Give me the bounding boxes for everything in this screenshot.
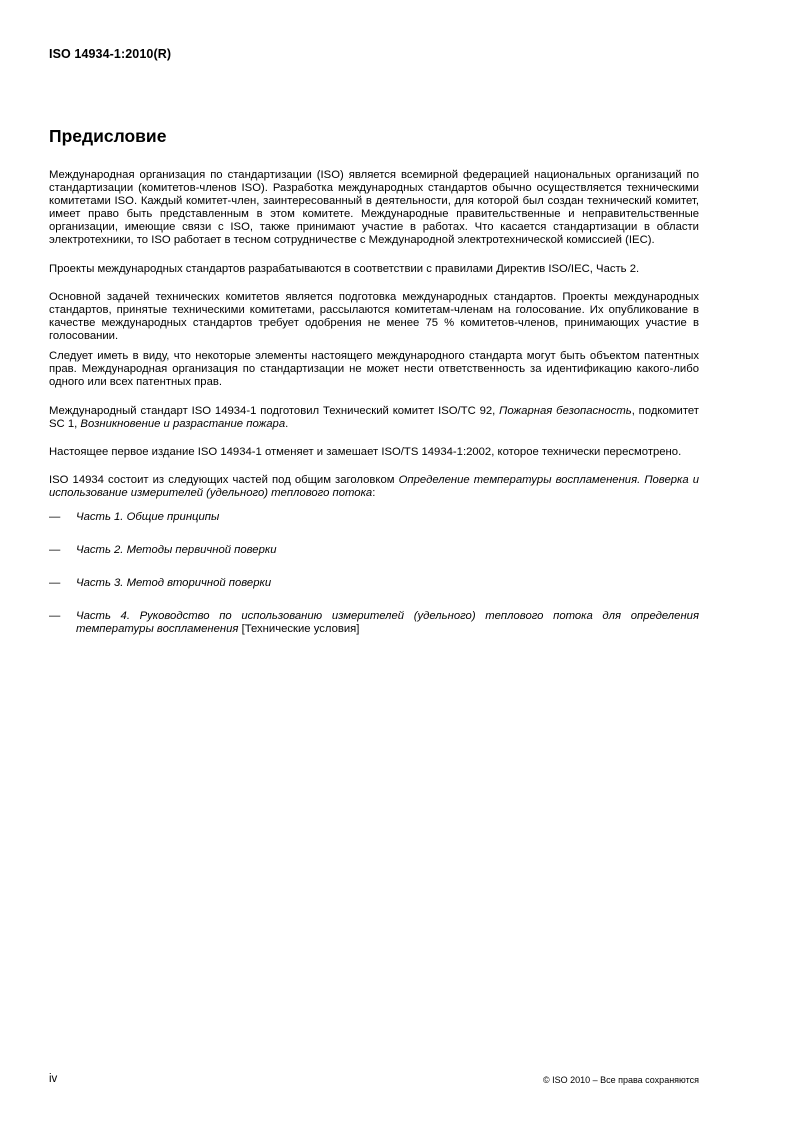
list-dash: — xyxy=(49,544,61,556)
paragraph-edition: Настоящее первое издание ISO 14934-1 отменяет и замешает ISO/TS 14934-1:2002, которое технически пересмотрено. xyxy=(49,446,682,458)
list-item-part-4 xyxy=(49,610,699,636)
part-4-status: [Технические условия] xyxy=(238,623,360,635)
paragraph-iso-organization: Международная организация по стандартизации (ISO) является всемирной федерацией национальных организаций по стандартизации (комитетов-членов ISO). Разработка международных стандартов обычно осуществляется техническими комитетами ISO. Каждый комитет-член, заинтересованный в деятельности, для которой был создан технический комитет, имеет право быть представленным в этом комитете. Международные правительственные и неправительственные организации, имеющие связи с ISO, также принимают участие в работах. Что касается стандартизации в области электротехники, то ISO работает в тесном сотрудничестве с Международной электротехнической комиссией (IEC). xyxy=(49,169,699,246)
part-1-title: Часть 1. Общие принципы xyxy=(76,511,220,523)
list-item-part-1 xyxy=(49,511,699,524)
part-4-title: Часть 4. Руководство по использованию измерителей (удельного) теплового потока для определения температуры воспламенения xyxy=(76,610,699,635)
list-dash: — xyxy=(49,577,61,589)
prepared-by-end: . xyxy=(285,418,289,430)
paragraph-committee-task: Основной задачей технических комитетов является подготовка международных стандартов. Проекты международных стандартов, принятые техническими комитетами, рассылаются комитетам-членам на голосование. Их опубликование в качестве международных стандартов требует одобрения не менее 75 % комитетов-членов, принимающих участие в голосовании. xyxy=(49,291,699,342)
committee-name: Пожарная безопасность xyxy=(499,405,632,417)
foreword-body xyxy=(49,169,699,656)
parts-list xyxy=(49,511,699,636)
paragraph-parts-intro xyxy=(49,474,699,500)
list-item-part-2 xyxy=(49,544,699,557)
page-title: Предисловие xyxy=(49,126,167,146)
parts-intro-text: ISO 14934 состоит из следующих частей под общим заголовком xyxy=(49,474,399,486)
subcommittee-text: , подкомитет SC 1, xyxy=(49,405,699,430)
list-item-part-3 xyxy=(49,577,699,590)
subcommittee-name: Возникновение и разрастание пожара xyxy=(80,418,286,430)
general-title: Определение температуры воспламенения. Поверка и использование измерителей (удельного) теплового потока xyxy=(49,474,699,499)
parts-intro-end: : xyxy=(372,487,376,499)
paragraph-patent-rights: Следует иметь в виду, что некоторые элементы настоящего международного стандарта могут быть объектом патентных прав. Международная организация по стандартизации не может нести ответственность за идентификацию какого-либо одного или всех патентных прав. xyxy=(49,350,699,388)
paragraph-draft-standards: Проекты международных стандартов разрабатываются в соответствии с правилами Директив ISO/IEC, Часть 2. xyxy=(49,263,640,275)
prepared-by-text: Международный стандарт ISO 14934-1 подготовил Технический комитет ISO/TC 92, xyxy=(49,405,500,417)
list-dash: — xyxy=(49,511,61,523)
copyright-notice: © ISO 2010 – Все права сохраняются xyxy=(542,1075,699,1085)
part-3-title: Часть 3. Метод вторичной поверки xyxy=(76,577,272,589)
document-code-header: ISO 14934-1:2010(R) xyxy=(49,47,172,61)
page-number: iv xyxy=(49,1073,58,1085)
list-dash: — xyxy=(49,610,61,622)
part-2-title: Часть 2. Методы первичной поверки xyxy=(76,544,277,556)
paragraph-prepared-by xyxy=(49,405,699,431)
